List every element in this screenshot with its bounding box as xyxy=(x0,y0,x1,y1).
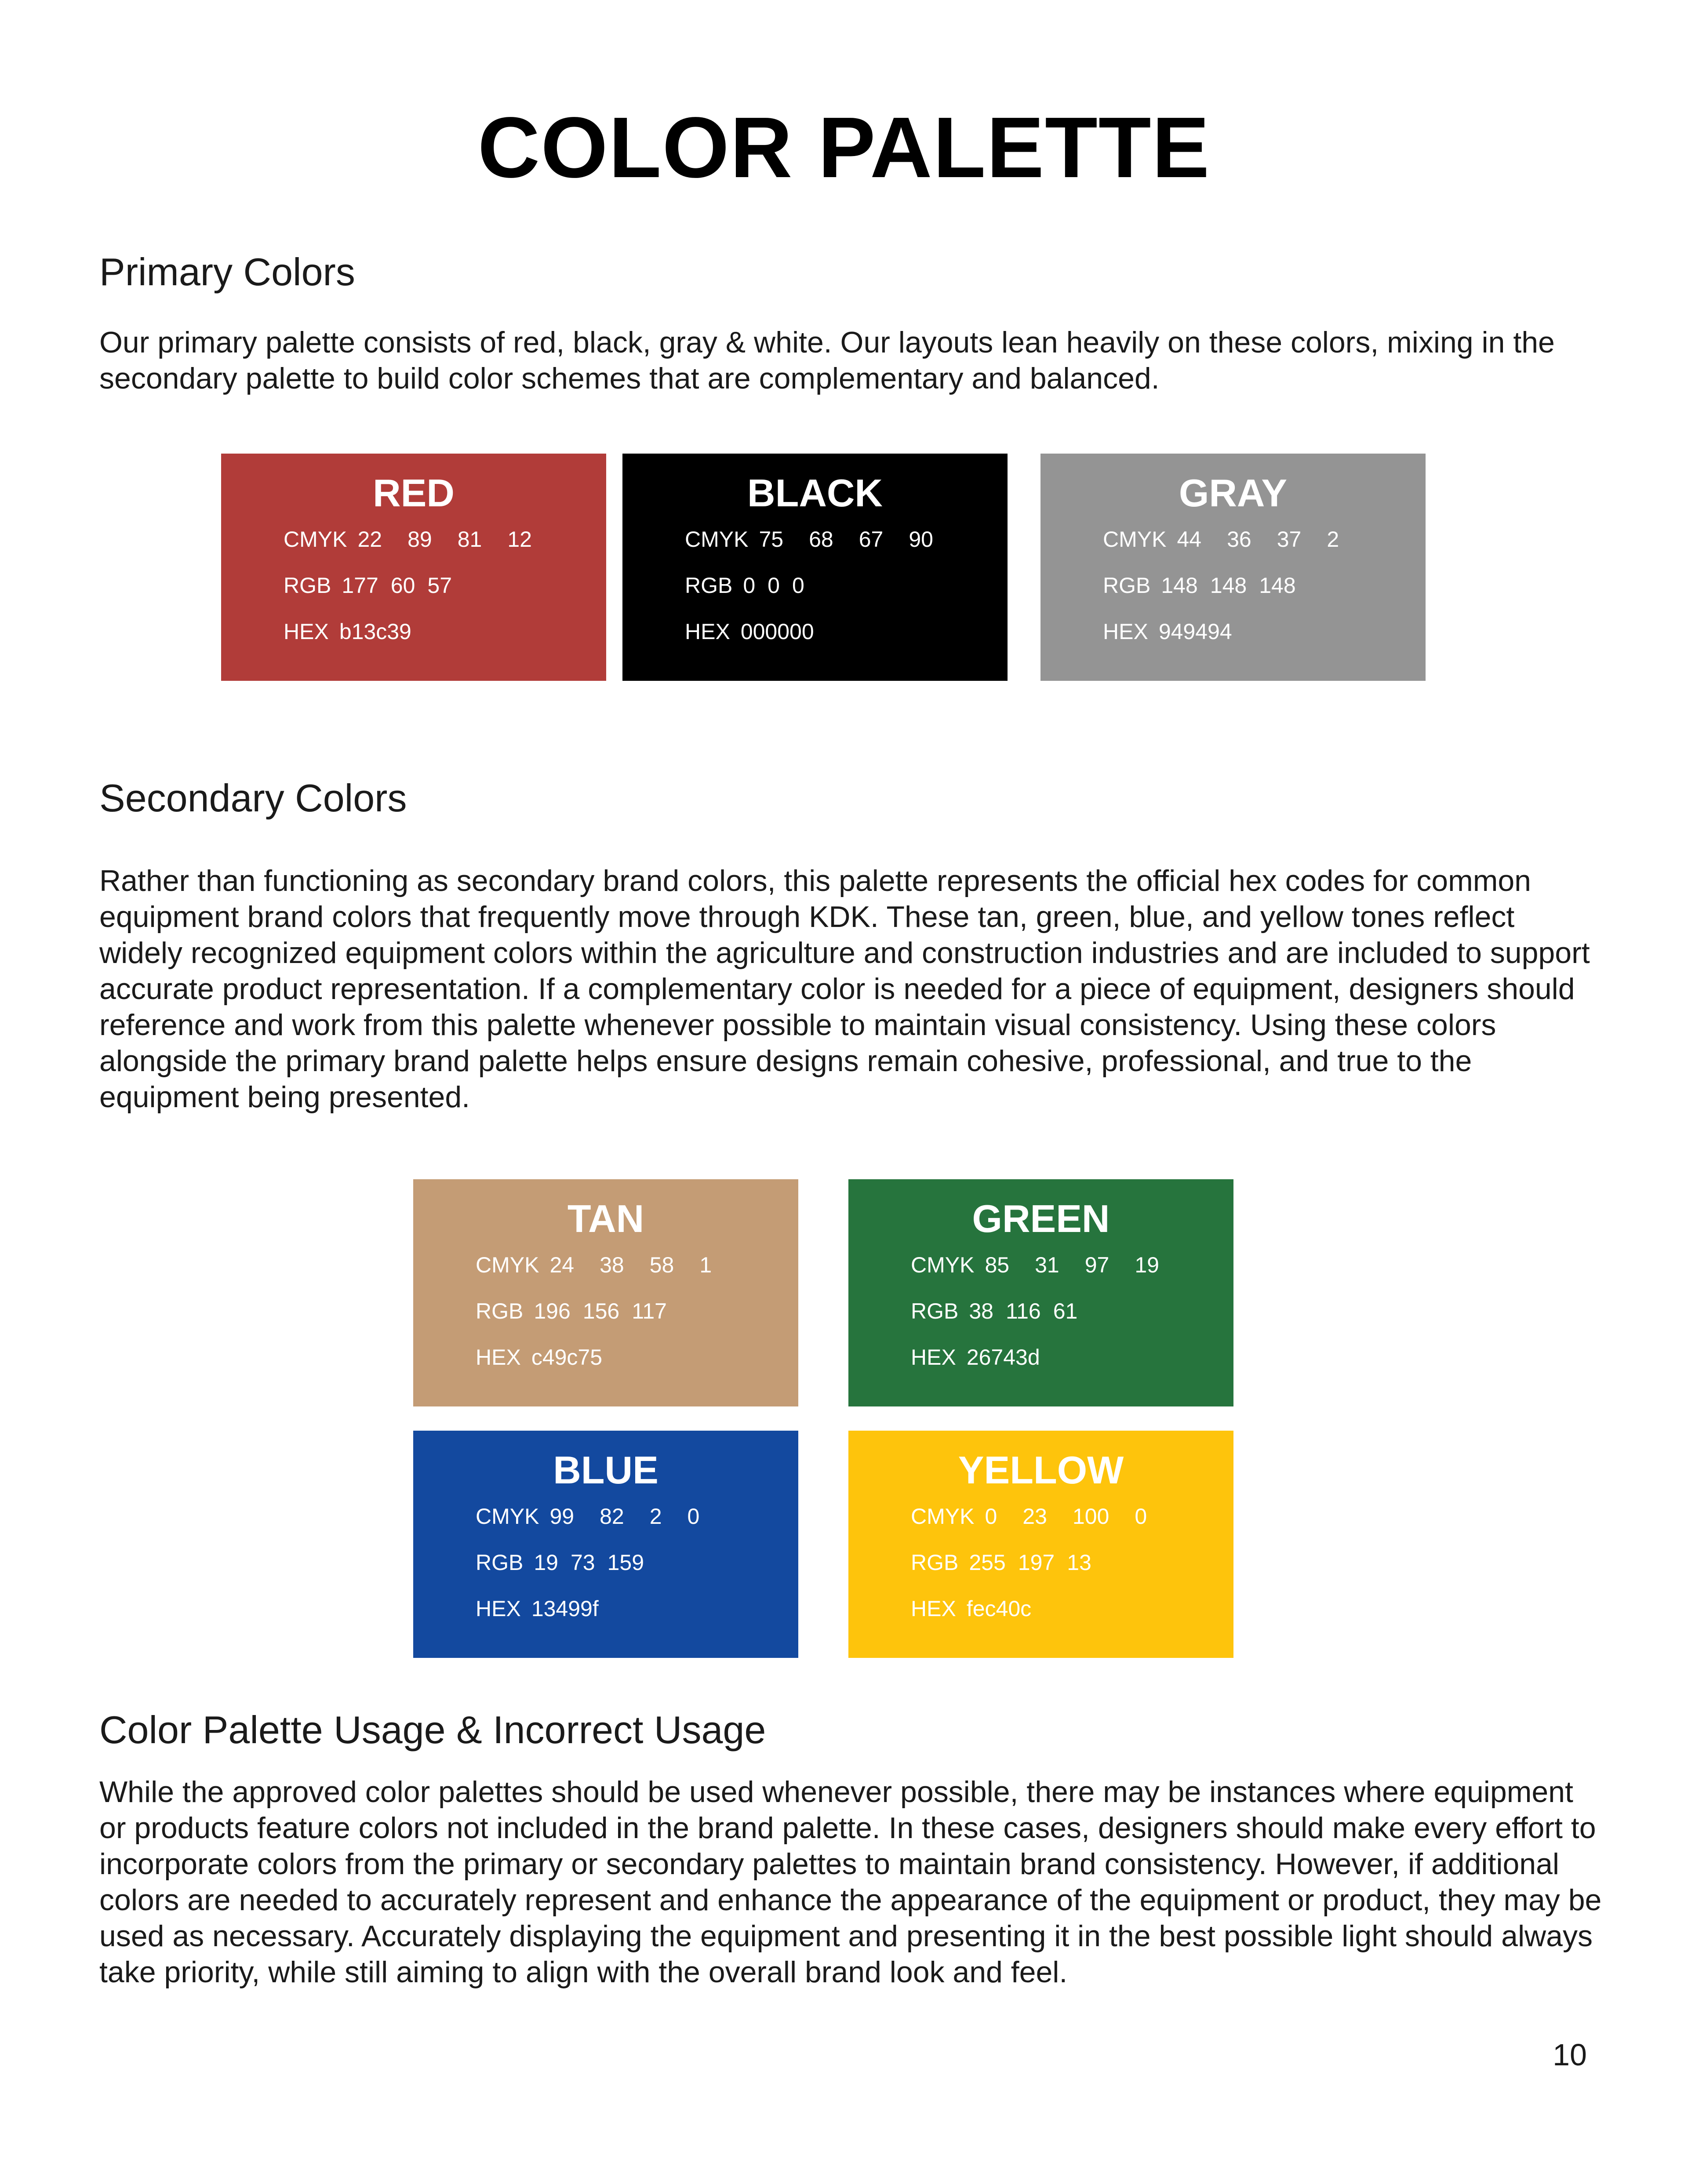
hex-code: b13c39 xyxy=(339,619,411,644)
rgb-label: RGB xyxy=(284,573,331,598)
hex-value xyxy=(476,1598,624,1620)
cmyk-label: CMYK xyxy=(911,1253,975,1277)
rgb-value: 38 xyxy=(969,1299,993,1323)
swatch-red xyxy=(221,454,606,681)
usage-description: While the approved color palettes should be used whenever possible, there may be instances where equipment or products feature colors not included in the brand palette. In these cases, designers should make every effort to incorporate colors from the primary or secondary palettes to maintain brand consistency. However, if additional colors are needed to accurately represent and enhance the appearance of the equipment or product, they may be used as necessary. Accurately displaying the equipment and presenting it in the best possible light should always take priority, while still aiming to align with the overall brand look and feel. xyxy=(99,1775,1602,1989)
page-number: 10 xyxy=(1553,2038,1587,2072)
primary-colors-description: Our primary palette consists of red, black, gray & white. Our layouts lean heavily on these colors, mixing in the secondary palette to build color schemes that are complementary and balanced. xyxy=(99,326,1555,395)
cmyk-values xyxy=(911,1254,1185,1276)
rgb-values xyxy=(476,1552,656,1573)
cmyk-value: 0 xyxy=(1135,1504,1147,1529)
hex-label: HEX xyxy=(1103,619,1148,644)
rgb-value: 19 xyxy=(534,1550,558,1575)
rgb-value: 197 xyxy=(1018,1550,1055,1575)
cmyk-values xyxy=(1103,528,1364,550)
cmyk-value: 31 xyxy=(1035,1253,1059,1277)
hex-code: 000000 xyxy=(740,619,814,644)
hex-label: HEX xyxy=(911,1596,956,1621)
rgb-value: 196 xyxy=(534,1299,571,1323)
hex-value xyxy=(911,1346,1066,1368)
cmyk-label: CMYK xyxy=(911,1504,975,1529)
swatch-blue xyxy=(413,1431,798,1658)
secondary-colors-description: Rather than functioning as secondary brand colors, this palette represents the official hex codes for common equipment brand colors that frequently move through KDK. These tan, green, blue, and yellow tones reflect widely recognized equipment colors within the agriculture and construction industries and are included to support accurate product representation. If a complementary color is needed for a piece of equipment, designers should reference and work from this palette whenever possible to maintain visual consistency. Using these colors alongside the primary brand palette helps ensure designs remain cohesive, professional, and true to the equipment being presented. xyxy=(99,864,1590,1114)
rgb-label: RGB xyxy=(476,1550,524,1575)
hex-value xyxy=(685,621,840,643)
rgb-values xyxy=(911,1552,1104,1573)
rgb-value: 159 xyxy=(607,1550,644,1575)
hex-label: HEX xyxy=(284,619,329,644)
cmyk-value: 23 xyxy=(1022,1504,1047,1529)
rgb-value: 148 xyxy=(1161,573,1198,598)
cmyk-value: 58 xyxy=(649,1253,674,1277)
cmyk-value: 37 xyxy=(1277,527,1302,552)
cmyk-value: 82 xyxy=(600,1504,624,1529)
cmyk-value: 85 xyxy=(985,1253,1010,1277)
rgb-label: RGB xyxy=(685,573,733,598)
cmyk-value: 36 xyxy=(1227,527,1251,552)
cmyk-values xyxy=(685,528,959,550)
swatch-name: RED xyxy=(373,471,455,515)
rgb-value: 148 xyxy=(1259,573,1296,598)
hex-label: HEX xyxy=(911,1345,956,1370)
cmyk-label: CMYK xyxy=(685,527,749,552)
cmyk-value: 68 xyxy=(809,527,833,552)
rgb-value: 0 xyxy=(768,573,780,598)
rgb-value: 73 xyxy=(570,1550,595,1575)
swatch-name: GREEN xyxy=(972,1197,1110,1240)
cmyk-value: 97 xyxy=(1084,1253,1110,1277)
rgb-label: RGB xyxy=(911,1299,959,1323)
rgb-label: RGB xyxy=(911,1550,959,1575)
cmyk-value: 24 xyxy=(549,1253,575,1277)
cmyk-values xyxy=(476,1505,725,1527)
rgb-values xyxy=(476,1300,679,1322)
hex-code: 26743d xyxy=(966,1345,1040,1370)
cmyk-value: 2 xyxy=(1327,527,1339,552)
hex-label: HEX xyxy=(476,1345,521,1370)
rgb-value: 0 xyxy=(792,573,804,598)
rgb-values xyxy=(685,574,817,596)
rgb-value: 61 xyxy=(1053,1299,1078,1323)
rgb-label: RGB xyxy=(476,1299,524,1323)
swatch-gray xyxy=(1040,454,1426,681)
cmyk-value: 12 xyxy=(507,527,532,552)
cmyk-value: 100 xyxy=(1072,1504,1110,1529)
primary-colors-heading: Primary Colors xyxy=(99,250,355,294)
rgb-value: 0 xyxy=(743,573,756,598)
rgb-value: 13 xyxy=(1067,1550,1091,1575)
rgb-value: 116 xyxy=(1005,1299,1041,1323)
rgb-values xyxy=(284,574,464,596)
swatch-black xyxy=(622,454,1008,681)
cmyk-value: 75 xyxy=(759,527,784,552)
hex-value xyxy=(911,1598,1057,1620)
cmyk-value: 0 xyxy=(687,1504,700,1529)
hex-code: fec40c xyxy=(966,1596,1032,1621)
swatch-name: BLACK xyxy=(747,471,883,515)
rgb-values xyxy=(1103,574,1308,596)
cmyk-label: CMYK xyxy=(1103,527,1167,552)
rgb-value: 148 xyxy=(1210,573,1247,598)
cmyk-value: 44 xyxy=(1177,527,1202,552)
cmyk-value: 38 xyxy=(600,1253,624,1277)
rgb-value: 117 xyxy=(632,1299,667,1323)
cmyk-label: CMYK xyxy=(476,1504,539,1529)
cmyk-values xyxy=(911,1505,1172,1527)
hex-code: 949494 xyxy=(1158,619,1232,644)
cmyk-label: CMYK xyxy=(476,1253,539,1277)
swatch-name: TAN xyxy=(567,1197,644,1240)
rgb-values xyxy=(911,1300,1090,1322)
page-title: COLOR PALETTE xyxy=(477,99,1211,196)
cmyk-value: 90 xyxy=(909,527,933,552)
cmyk-value: 1 xyxy=(699,1253,712,1277)
cmyk-value: 19 xyxy=(1135,1253,1159,1277)
cmyk-value: 81 xyxy=(457,527,482,552)
secondary-colors-heading: Secondary Colors xyxy=(99,776,407,820)
hex-code: c49c75 xyxy=(531,1345,603,1370)
cmyk-value: 22 xyxy=(357,527,382,552)
swatch-tan xyxy=(413,1179,798,1406)
rgb-value: 156 xyxy=(582,1299,620,1323)
rgb-label: RGB xyxy=(1103,573,1151,598)
rgb-value: 60 xyxy=(390,573,415,598)
hex-value xyxy=(476,1346,628,1368)
usage-heading: Color Palette Usage & Incorrect Usage xyxy=(99,1708,766,1752)
hex-code: 13499f xyxy=(531,1596,599,1621)
cmyk-label: CMYK xyxy=(284,527,347,552)
swatch-green xyxy=(848,1179,1233,1406)
hex-label: HEX xyxy=(476,1596,521,1621)
swatch-name: BLUE xyxy=(553,1448,658,1492)
cmyk-value: 99 xyxy=(549,1504,575,1529)
cmyk-values xyxy=(476,1254,737,1276)
cmyk-value: 2 xyxy=(649,1504,662,1529)
swatch-name: YELLOW xyxy=(958,1448,1124,1492)
rgb-value: 255 xyxy=(969,1550,1006,1575)
cmyk-value: 67 xyxy=(859,527,884,552)
cmyk-value: 89 xyxy=(407,527,432,552)
rgb-value: 57 xyxy=(427,573,452,598)
cmyk-value: 0 xyxy=(985,1504,997,1529)
hex-value xyxy=(1103,621,1258,643)
cmyk-values xyxy=(284,528,557,550)
swatch-yellow xyxy=(848,1431,1233,1658)
swatch-name: GRAY xyxy=(1179,471,1288,515)
rgb-value: 177 xyxy=(342,573,378,598)
hex-label: HEX xyxy=(685,619,730,644)
hex-value xyxy=(284,621,437,643)
